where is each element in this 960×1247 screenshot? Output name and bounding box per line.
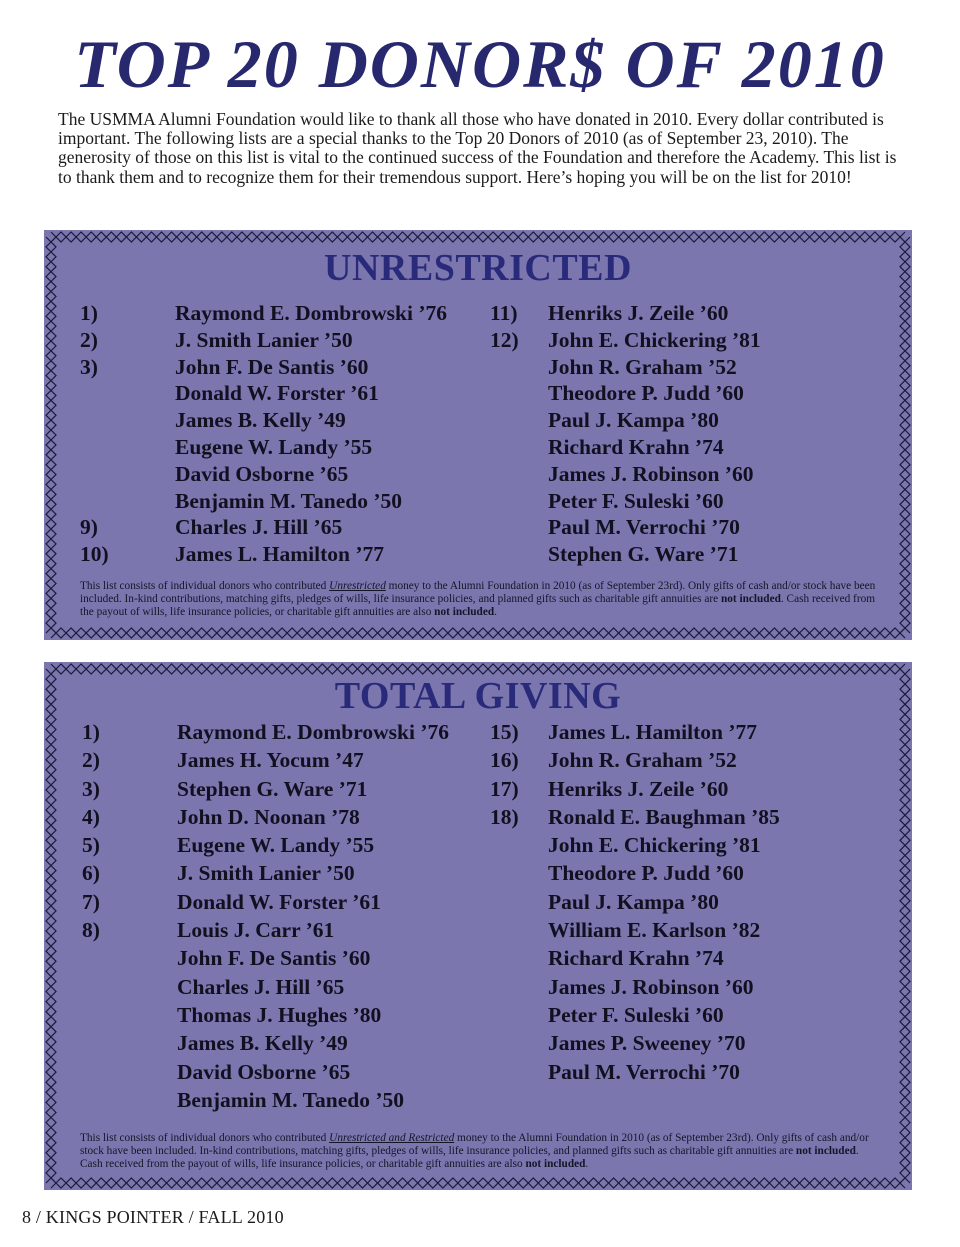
donor-row xyxy=(490,1029,890,1057)
unrestricted-left-column xyxy=(80,300,480,568)
donor-row xyxy=(490,775,890,803)
donor-row xyxy=(82,746,482,774)
total-giving-left-column xyxy=(82,718,482,1114)
donor-name: Donald W. Forster ’61 xyxy=(177,889,381,914)
donor-rank: 1) xyxy=(80,301,98,325)
total-giving-panel xyxy=(44,662,912,1190)
donor-rank: 10) xyxy=(80,542,109,567)
donor-rank: 3) xyxy=(80,354,98,379)
donor-name: Paul J. Kampa ’80 xyxy=(548,889,719,914)
donor-row xyxy=(80,434,480,461)
donor-row xyxy=(80,514,480,541)
donor-name: James J. Robinson ’60 xyxy=(548,974,754,999)
donor-name: Eugene W. Landy ’55 xyxy=(177,833,375,858)
donor-rank: 6) xyxy=(82,861,100,886)
donor-row xyxy=(490,803,890,831)
footnote-pre: This list consists of individual donors who contributed xyxy=(80,580,330,592)
donor-name: James H. Yocum ’47 xyxy=(177,748,364,773)
donor-row xyxy=(80,327,480,354)
donor-row xyxy=(82,718,482,746)
donor-row xyxy=(82,859,482,887)
donor-rank: 17) xyxy=(490,776,519,801)
donor-name: James L. Hamilton ’77 xyxy=(548,720,758,744)
donor-row xyxy=(490,488,890,515)
donor-rank: 3) xyxy=(82,776,100,801)
donor-name: John E. Chickering ’81 xyxy=(548,327,761,352)
donor-name: James B. Kelly ’49 xyxy=(175,408,346,433)
donor-name: Ronald E. Baughman ’85 xyxy=(548,804,780,829)
donor-rank: 4) xyxy=(82,804,100,829)
footnote-b2: not included xyxy=(525,1157,586,1170)
donor-name: Stephen G. Ware ’71 xyxy=(177,776,368,801)
donor-row xyxy=(80,461,480,488)
donor-name: James B. Kelly ’49 xyxy=(177,1031,348,1056)
donor-rank: 16) xyxy=(490,748,519,773)
donor-name: John R. Graham ’52 xyxy=(548,748,737,773)
donor-name: Paul J. Kampa ’80 xyxy=(548,408,719,433)
donor-row xyxy=(490,859,890,887)
donor-row xyxy=(82,1001,482,1029)
donor-row xyxy=(490,973,890,1001)
footnote-end: . xyxy=(494,605,497,618)
unrestricted-right-column xyxy=(490,300,890,568)
donor-row xyxy=(490,944,890,972)
donor-name: Richard Krahn ’74 xyxy=(548,946,724,971)
unrestricted-footnote xyxy=(80,580,880,618)
donor-row xyxy=(490,354,890,381)
donor-row xyxy=(80,300,480,327)
donor-row xyxy=(490,1001,890,1029)
footnote-pre: This list consists of individual donors who contributed xyxy=(80,1132,330,1144)
donor-row xyxy=(82,944,482,972)
unrestricted-panel xyxy=(44,230,912,640)
donor-row xyxy=(82,1086,482,1114)
donor-name: Richard Krahn ’74 xyxy=(548,434,724,459)
donor-rank: 8) xyxy=(82,918,100,943)
donor-name: Charles J. Hill ’65 xyxy=(175,515,343,540)
donor-row xyxy=(80,354,480,381)
donor-name: James P. Sweeney ’70 xyxy=(548,1031,746,1056)
donor-name: Theodore P. Judd ’60 xyxy=(548,861,744,886)
donor-row xyxy=(490,300,890,327)
donor-name: John D. Noonan ’78 xyxy=(177,804,360,829)
donor-name: Paul M. Verrochi ’70 xyxy=(548,515,740,540)
donor-name: J. Smith Lanier ’50 xyxy=(177,861,355,886)
donor-row xyxy=(490,434,890,461)
footnote-em: Unrestricted and Restricted xyxy=(329,1132,455,1144)
donor-name: John F. De Santis ’60 xyxy=(175,354,369,379)
donor-row xyxy=(80,541,480,568)
donor-row xyxy=(82,1029,482,1057)
donor-name: Donald W. Forster ’61 xyxy=(175,381,379,406)
donor-rank: 11) xyxy=(490,301,518,325)
donor-row xyxy=(80,407,480,434)
donor-name: Louis J. Carr ’61 xyxy=(177,918,335,943)
donor-row xyxy=(82,831,482,859)
donor-rank: 2) xyxy=(82,748,100,773)
footnote-b1: not included xyxy=(720,592,781,605)
donor-name: John R. Graham ’52 xyxy=(548,354,737,379)
donor-row xyxy=(80,380,480,407)
donor-row xyxy=(490,718,890,746)
donor-name: Paul M. Verrochi ’70 xyxy=(548,1059,740,1084)
donor-row xyxy=(490,407,890,434)
donor-name: James J. Robinson ’60 xyxy=(548,461,754,486)
donor-name: Peter F. Suleski ’60 xyxy=(548,488,724,513)
donor-row xyxy=(490,514,890,541)
donor-rank: 5) xyxy=(82,833,100,858)
footnote-mid: money to the Alumni Foundation in 2010 (as of September 23rd). Only gifts of cash and/or stock have been included. In-kind contributions, matching gifts, pledges of wills, life insurance policies, and planned gifts such as charitable gift annuities are xyxy=(80,1132,869,1157)
footnote-b1: not included xyxy=(795,1144,856,1157)
donor-name: Raymond E. Dombrowski ’76 xyxy=(175,301,447,325)
footnote-mid: money to the Alumni Foundation in 2010 (as of September 23rd). Only gifts of cash and/or stock have been included. In-kind contributions, matching gifts, pledges of wills, life insurance policies, and planned gifts such as charitable gift annuities are xyxy=(80,580,876,605)
page-footer: 8 / KINGS POINTER / FALL 2010 xyxy=(22,1207,284,1227)
donor-rank: 18) xyxy=(490,804,519,829)
donor-row xyxy=(82,973,482,1001)
donor-row xyxy=(490,746,890,774)
donor-name: James L. Hamilton ’77 xyxy=(175,542,385,567)
donor-row xyxy=(490,1058,890,1086)
donor-name: David Osborne ’65 xyxy=(175,461,349,486)
footnote-em: Unrestricted xyxy=(329,580,386,592)
donor-row xyxy=(490,541,890,568)
donor-row xyxy=(490,916,890,944)
footnote-mid2: . Cash received from the payout of wills, life insurance policies, or charitable gift annuities are also xyxy=(80,1144,859,1170)
donor-name: Peter F. Suleski ’60 xyxy=(548,1002,724,1027)
donor-rank: 7) xyxy=(82,889,100,914)
donor-rank: 1) xyxy=(82,720,100,744)
intro-paragraph: The USMMA Alumni Foundation would like to thank all those who have donated in 2010. Every dollar contributed is important. The following lists are a special thanks to the Top 20 Donors of 2010 (as of September 23, 2010). The generosity of those on this list is vital to the continued success of the Foundation and therefore the Academy. This list is to thank them and to recognize them for their tremendous support. Here’s hoping you will be on the list for 2010! xyxy=(58,109,897,187)
donor-rank: 12) xyxy=(490,327,519,352)
donor-row xyxy=(82,775,482,803)
footnote-mid2: . Cash received from the payout of wills, life insurance policies, or charitable gift annuities are also xyxy=(80,592,876,618)
footnote-b2: not included xyxy=(434,605,495,618)
page-title: TOP 20 DONOR$ OF 2010 xyxy=(74,26,886,102)
donor-row xyxy=(82,1058,482,1086)
donor-row xyxy=(490,888,890,916)
donor-name: Raymond E. Dombrowski ’76 xyxy=(177,720,449,744)
donor-name: Thomas J. Hughes ’80 xyxy=(177,1002,382,1027)
donor-name: Theodore P. Judd ’60 xyxy=(548,381,744,406)
total-giving-footnote xyxy=(80,1132,880,1170)
total-giving-right-column xyxy=(490,718,890,1086)
donor-row xyxy=(82,803,482,831)
donor-row xyxy=(82,916,482,944)
donor-name: Stephen G. Ware ’71 xyxy=(548,542,739,567)
donor-row xyxy=(80,488,480,515)
donor-row xyxy=(490,380,890,407)
unrestricted-title: UNRESTRICTED xyxy=(324,247,632,289)
donor-row xyxy=(82,888,482,916)
donor-row xyxy=(490,327,890,354)
donor-name: Benjamin M. Tanedo ’50 xyxy=(175,488,402,513)
donor-name: J. Smith Lanier ’50 xyxy=(175,327,353,352)
donor-name: William E. Karlson ’82 xyxy=(548,918,761,943)
donor-name: Henriks J. Zeile ’60 xyxy=(548,301,729,325)
donor-name: David Osborne ’65 xyxy=(177,1059,351,1084)
donor-row xyxy=(490,831,890,859)
donor-rank: 2) xyxy=(80,327,98,352)
footnote-end: . xyxy=(585,1157,589,1170)
donor-name: Henriks J. Zeile ’60 xyxy=(548,776,729,801)
donor-name: Benjamin M. Tanedo ’50 xyxy=(177,1087,404,1112)
donor-name: Eugene W. Landy ’55 xyxy=(175,434,373,459)
total-giving-title: TOTAL GIVING xyxy=(334,675,622,717)
donor-rank: 9) xyxy=(80,515,98,540)
donor-name: John E. Chickering ’81 xyxy=(548,833,761,858)
donor-rank: 15) xyxy=(490,720,519,744)
donor-row xyxy=(490,461,890,488)
donor-name: John F. De Santis ’60 xyxy=(177,946,371,971)
donor-name: Charles J. Hill ’65 xyxy=(177,974,345,999)
